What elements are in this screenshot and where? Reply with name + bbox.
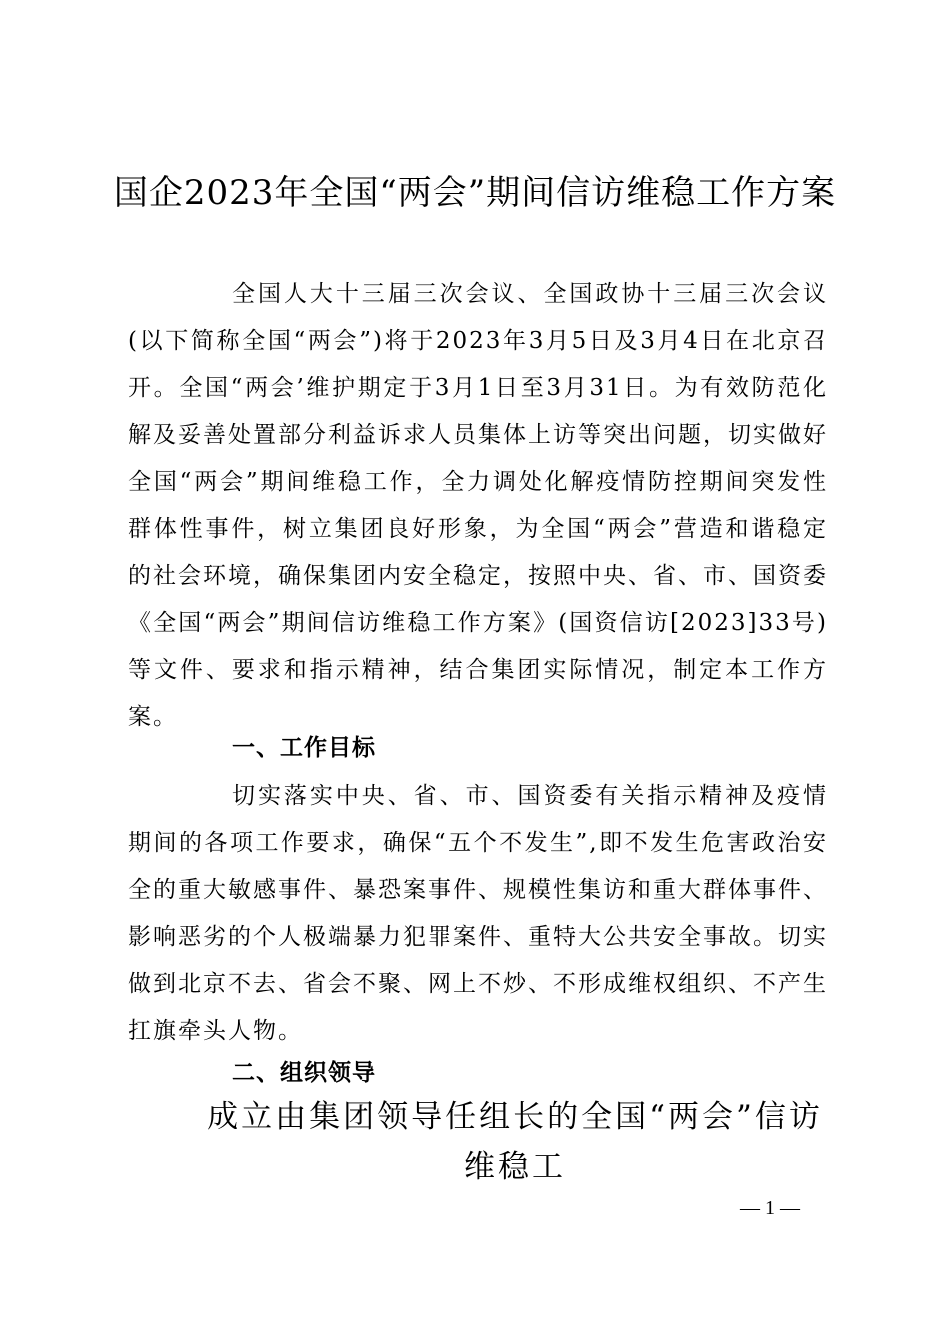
section-heading-organization: 二、组织领导 [232,1060,376,1086]
organization-paragraph: 成立由集团领导任组长的全国“两会”信访维稳工 [207,1099,823,1185]
document-title: 国企2023年全国“两会”期间信访维稳工作方案 [113,173,837,213]
section-heading-goals: 一、工作目标 [232,735,376,761]
intro-paragraph: 全国人大十三届三次会议、全国政协十三届三次会议(以下简称全国“两会”)将于2023年3月5日及3月4日在北京召开。全国“两会’维护期定于3月1日至3月31日。为有效防范化解及妥善处置部分利益诉求人员集体上访等突出问题，切实做好全国“两会”期间维稳工作，全力调处化解疫情防控期间突发性群体性事件，树立集团良好形象，为全国“两会”营造和谐稳定的社会环境，确保集团内安全稳定，按照中央、省、市、国资委《全国“两会”期间信访维稳工作方案》(国资信访[2023]33号)等文件、要求和指示精神，结合集团实际情况，制定本工作方案。 [128,281,828,730]
goals-paragraph: 切实落实中央、省、市、国资委有关指示精神及疫情期间的各项工作要求，确保“五个不发生”,即不发生危害政治安全的重大敏感事件、暴恐案事件、规模性集访和重大群体事件、影响恶劣的个人极端暴力犯罪案件、重特大公共安全事故。切实做到北京不去、省会不聚、网上不炒、不形成维权组织、不产生扛旗牵头人物。 [128,783,828,1044]
page-number: — 1 — [740,1197,800,1219]
